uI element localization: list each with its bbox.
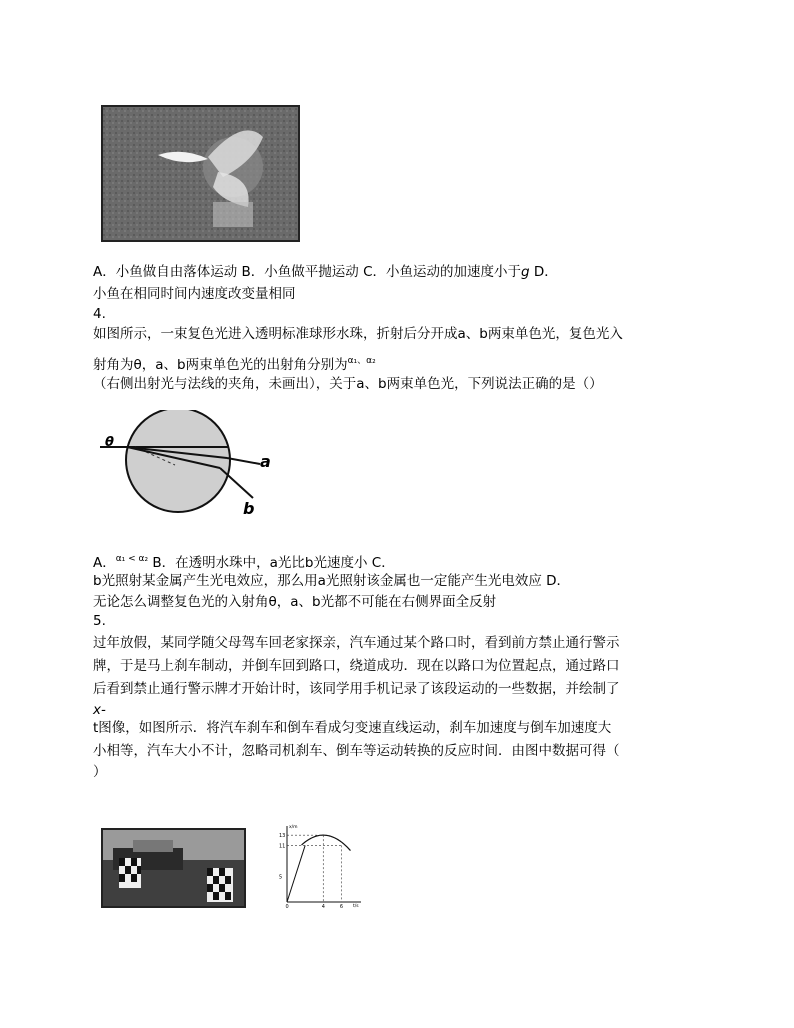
q4-stem-line2-text: 射角为θ，a、b两束单色光的出射角分别为 bbox=[93, 357, 348, 373]
q5-stem-line1: 过年放假，某同学随父母驾车回老家探亲，汽车通过某个路口时，看到前方禁止通行警示 bbox=[93, 635, 620, 651]
q4-number: 4. bbox=[93, 306, 106, 322]
q4-options-line3: 无论怎么调整复色光的入射角θ，a、b光都不可能在右侧界面全反射 bbox=[93, 594, 497, 610]
q4-stem-line1: 如图所示，一束复色光进入透明标准球形水珠，折射后分开成a、b两束单色光，复色光入 bbox=[93, 326, 623, 342]
q4-option-a-math: α₁ < α₂ bbox=[115, 554, 149, 564]
q3-options-line2: 小鱼在相同时间内速度改变量相同 bbox=[93, 286, 296, 302]
q4-options-line1 bbox=[93, 549, 395, 573]
q4-option-a-label: A． bbox=[93, 555, 116, 571]
x-tick-label-2: 6 bbox=[339, 904, 344, 910]
label-theta: θ bbox=[105, 435, 114, 450]
droplet-refraction-figure bbox=[95, 410, 285, 520]
q5-number: 5. bbox=[93, 613, 106, 629]
q3-option-d-label: D． bbox=[529, 264, 558, 280]
q3-options-line1 bbox=[93, 262, 558, 282]
checkered-barrel-right bbox=[207, 868, 233, 902]
q5-stem-line3: 后看到禁止通行警示牌才开始计时，该同学用手机记录了该段运动的一些数据，并绘制了 bbox=[93, 681, 620, 697]
y-tick-label-2: 13 bbox=[279, 833, 286, 840]
q4-stem-line2 bbox=[93, 351, 376, 375]
q5-stem-line6: 小相等，汽车大小不计，忽略司机刹车、倒车等运动转换的反应时间．由图中数据可得（ bbox=[93, 743, 620, 759]
q5-stem-line5: t图像，如图所示．将汽车刹车和倒车看成匀变速直线运动，刹车加速度与倒车加速度大 bbox=[93, 720, 612, 736]
x-tick-label-1: 4 bbox=[321, 904, 325, 910]
q5-stem-line7: ） bbox=[93, 764, 107, 780]
x-t-chart bbox=[270, 820, 370, 910]
q3-options-text: A．小鱼做自由落体运动 B．小鱼做平抛运动 C．小鱼运动的加速度小于 bbox=[93, 264, 522, 280]
q5-stem-line2: 牌，于是马上刹车制动，并倒车回到路口，绕道成功．现在以路口为位置起点，通过路口 bbox=[93, 658, 620, 674]
q4-options-line2: b光照射某金属产生光电效应，那么用a光照射该金属也一定能产生光电效应 D． bbox=[93, 573, 571, 589]
y-axis-label: x/m bbox=[289, 825, 298, 830]
exit-ray-a bbox=[227, 458, 260, 464]
fish-bird-photo-art bbox=[103, 107, 298, 240]
q3-var-g: g bbox=[521, 264, 530, 280]
q5-stem-line4: x- bbox=[93, 702, 106, 718]
q4-alpha-formula: α₁、α₂ bbox=[347, 356, 376, 366]
label-a: a bbox=[260, 452, 271, 471]
y-tick-label-1: 11 bbox=[279, 843, 286, 850]
q4-options-text: B．在透明水珠中，a光比b光速度小 C． bbox=[148, 555, 395, 571]
position-curve bbox=[302, 835, 351, 850]
road-warning-photo-art bbox=[103, 830, 244, 906]
fish-bird-photo bbox=[101, 105, 300, 242]
initial-segment bbox=[287, 845, 305, 902]
droplet-sphere bbox=[126, 410, 230, 512]
label-b: b bbox=[243, 499, 255, 518]
y-tick-label-0: 5 bbox=[279, 874, 283, 881]
road-warning-photo bbox=[101, 828, 246, 908]
q4-stem-line3: （右侧出射光与法线的夹角，未画出），关于a、b两束单色光，下列说法正确的是（） bbox=[93, 376, 603, 392]
x-tick-label-0: 0 bbox=[285, 904, 289, 910]
x-axis-label: t/s bbox=[353, 904, 359, 909]
checkered-barrel-left bbox=[119, 858, 141, 888]
